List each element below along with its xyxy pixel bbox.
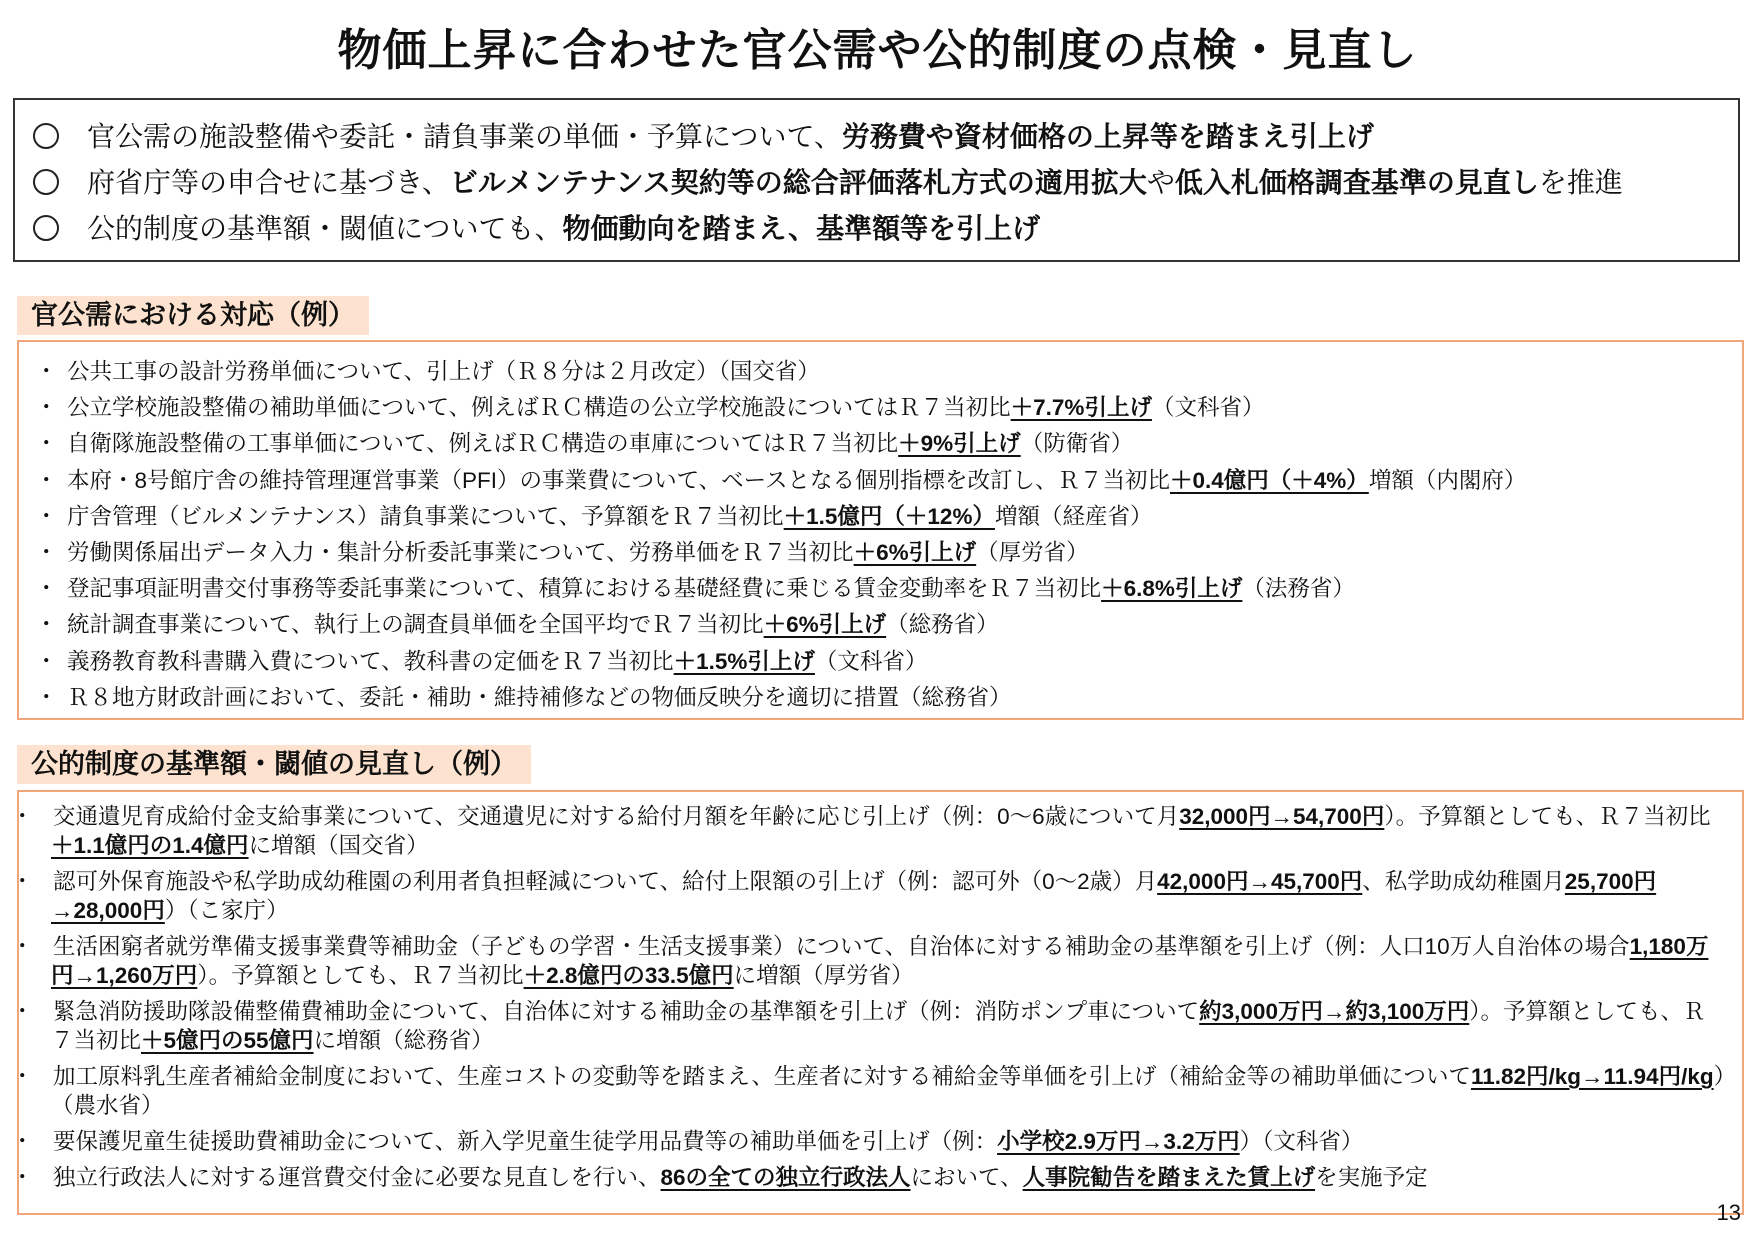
text-segment: を実施予定 — [1315, 1165, 1428, 1190]
emphasis-text: 労務費や資材価格の上昇等を踏まえ引上げ — [841, 121, 1374, 152]
text-segment: 緊急消防援助隊設備整備費補助金について、自治体に対する補助金の基準額を引上げ（例：消防ポンプ車について — [53, 999, 1200, 1024]
highlighted-figure: ＋9%引上げ — [898, 431, 1021, 457]
circle-bullet-icon — [33, 215, 59, 241]
text-segment: 庁舎管理（ビルメンテナンス）請負事業について、予算額をＲ７当初比 — [67, 503, 784, 529]
highlighted-figure: 25,700円→28,000円 — [51, 869, 1657, 923]
text-segment: 加工原料乳生産者補給金制度において、生産コストの変動等を踏まえ、生産者に対する補給金等単価を引上げ（補給金等の補助単価について — [53, 1064, 1471, 1089]
text-segment: 自衛隊施設整備の工事単価について、例えばＲＣ構造の車庫についてはＲ７当初比 — [67, 431, 899, 457]
summary-item — [33, 114, 1738, 160]
text-segment: に増額（総務省） — [313, 1028, 494, 1053]
text-segment: 増額（内閣府） — [1368, 467, 1527, 493]
bullet-icon: ・ — [35, 395, 58, 421]
bullet-icon: ・ — [35, 431, 58, 457]
list-item — [11, 802, 1728, 860]
bullet-icon: ・ — [35, 648, 58, 674]
bullet-icon: ・ — [11, 999, 34, 1024]
highlighted-figure: 11.82円/kg→11.94円/kg — [1470, 1064, 1714, 1089]
text-segment: ）。予算額としても、Ｒ７当初比 — [1384, 804, 1711, 829]
text-segment: （文科省） — [814, 648, 928, 674]
list-item — [11, 997, 1728, 1055]
text-segment: （防衛省） — [1020, 431, 1134, 457]
text-segment: に増額（国交省） — [248, 833, 429, 858]
emphasis-text: 低入札価格調査基準の見直し — [1174, 167, 1539, 198]
summary-box — [13, 98, 1740, 262]
summary-item — [33, 206, 1738, 252]
emphasis-text: 物価動向を踏まえ、基準額等を引上げ — [562, 213, 1041, 244]
text-segment: 登記事項証明書交付事務等委託事業について、積算における基礎経費に乗じる賃金変動率をＲ７当初比 — [67, 576, 1102, 602]
text-segment: 労働関係届出データ入力・集計分析委託事業について、労務単価をＲ７当初比 — [67, 540, 854, 566]
list-item — [35, 426, 1742, 462]
highlighted-figure: ＋6.8%引上げ — [1101, 576, 1243, 602]
section-heading-public-procurement: 官公需における対応（例） — [17, 296, 369, 335]
text-segment: 本府・8号館庁舎の維持管理運営事業（PFI）の事業費について、ベースとなる個別指標を改訂し、Ｒ７当初比 — [67, 467, 1170, 493]
list-item — [11, 1127, 1728, 1156]
highlighted-figure: ＋1.5億円（＋12%） — [783, 503, 995, 529]
text-segment: や — [1146, 167, 1175, 198]
public-systems-list — [11, 790, 1744, 1215]
list-item — [35, 354, 1742, 390]
list-item — [11, 1062, 1728, 1120]
text-segment: （法務省） — [1242, 576, 1355, 602]
highlighted-figure: ＋5億円の55億円 — [141, 1028, 314, 1053]
highlighted-figure: 約3,000万円→約3,100万円 — [1199, 999, 1470, 1024]
text-segment: （厚労省） — [976, 540, 1089, 566]
text-segment: 統計調査事業について、執行上の調査員単価を全国平均でＲ７当初比 — [67, 612, 764, 638]
list-item — [35, 607, 1742, 643]
text-segment: 府省庁等の申合せに基づき、 — [87, 167, 450, 198]
bullet-icon: ・ — [11, 869, 34, 894]
text-segment: 交通遺児育成給付金支給事業について、交通遺児に対する給付月額を年齢に応じ引上げ（例：0～6歳について月 — [53, 804, 1180, 829]
text-segment: に増額（厚労省） — [733, 963, 914, 988]
list-item — [35, 390, 1742, 426]
text-segment: 公共工事の設計労務単価について、引上げ（Ｒ８分は２月改定）（国交省） — [67, 359, 820, 384]
list-item — [35, 463, 1742, 499]
text-segment: 義務教育教科書購入費について、教科書の定価をＲ７当初比 — [67, 648, 674, 674]
highlighted-figure: 32,000円→54,700円 — [1179, 804, 1385, 829]
list-item — [35, 535, 1742, 571]
highlighted-figure: 42,000円→45,700円 — [1157, 869, 1363, 894]
text-segment: 公的制度の基準額・閾値についても、 — [87, 213, 563, 244]
highlighted-figure: ＋2.8億円の33.5億円 — [523, 963, 734, 988]
text-segment: において、 — [910, 1165, 1023, 1190]
highlighted-figure: ＋7.7%引上げ — [1010, 395, 1152, 421]
text-segment: 認可外保育施設や私学助成幼稚園の利用者負担軽減について、給付上限額の引上げ（例：認可外（0～2歳）月 — [53, 869, 1158, 894]
highlighted-figure: ＋0.4億円（＋4%） — [1170, 467, 1369, 493]
list-item — [35, 644, 1742, 680]
highlighted-figure: 小学校2.9万円→3.2万円 — [997, 1129, 1240, 1154]
text-segment: 公立学校施設整備の補助単価について、例えばＲＣ構造の公立学校施設についてはＲ７当初比 — [67, 395, 1011, 421]
highlighted-figure: 86の全ての独立行政法人 — [660, 1165, 911, 1190]
circle-bullet-icon — [33, 169, 59, 195]
page-number: 13 — [1716, 1200, 1741, 1225]
text-segment: ）。予算額としても、Ｒ７当初比 — [51, 999, 1706, 1053]
text-segment: ）（農水省） — [51, 1064, 1725, 1118]
text-segment: （総務省） — [886, 612, 999, 638]
list-item — [35, 680, 1742, 716]
section-heading-public-systems: 公的制度の基準額・閾値の見直し（例） — [17, 745, 531, 784]
text-segment: 生活困窮者就労準備支援事業費等補助金（子どもの学習・生活支援事業）について、自治体に対する補助金の基準額を引上げ（例：人口10万人自治体の場合 — [53, 934, 1630, 959]
bullet-icon: ・ — [35, 540, 58, 566]
list-item — [11, 932, 1728, 990]
bullet-icon: ・ — [35, 576, 58, 602]
highlighted-figure: ＋1.5%引上げ — [673, 648, 815, 674]
bullet-icon: ・ — [11, 1165, 34, 1190]
page-title: 物価上昇に合わせた官公需や公的制度の点検・見直し — [337, 26, 1418, 75]
highlighted-figure: ＋6%引上げ — [853, 540, 977, 566]
bullet-icon: ・ — [35, 684, 58, 710]
highlighted-figure: 人事院勧告を踏まえた賃上げ — [1022, 1165, 1316, 1190]
text-segment: ）。予算額としても、Ｒ７当初比 — [197, 963, 524, 988]
text-segment: 要保護児童生徒援助費補助金について、新入学児童生徒学用品費等の補助単価を引上げ（例： — [53, 1129, 998, 1154]
summary-item — [33, 160, 1738, 206]
bullet-icon: ・ — [35, 359, 58, 384]
bullet-icon: ・ — [11, 804, 34, 829]
highlighted-figure: 1,180万円→1,260万円 — [51, 934, 1709, 988]
bullet-icon: ・ — [11, 934, 34, 959]
public-procurement-list — [17, 340, 1744, 720]
text-segment: 独立行政法人に対する運営費交付金に必要な見直しを行い、 — [53, 1165, 661, 1190]
text-segment: ）（文科省） — [1239, 1129, 1364, 1154]
text-segment: ）（こ家庁） — [164, 898, 289, 923]
bullet-icon: ・ — [35, 612, 58, 638]
text-segment: 、私学助成幼稚園月 — [1362, 869, 1565, 894]
highlighted-figure: ＋1.1億円の1.4億円 — [51, 833, 249, 858]
circle-bullet-icon — [33, 123, 59, 149]
bullet-icon: ・ — [11, 1129, 34, 1154]
text-segment: 官公需の施設整備や委託・請負事業の単価・予算について、 — [87, 121, 842, 152]
highlighted-figure: ＋6%引上げ — [763, 612, 887, 638]
text-segment: を推進 — [1538, 167, 1623, 198]
emphasis-text: ビルメンテナンス契約等の総合評価落札方式の適用拡大 — [449, 167, 1147, 198]
list-item — [35, 499, 1742, 535]
bullet-icon: ・ — [35, 503, 58, 529]
text-segment: 増額（経産省） — [994, 503, 1153, 529]
text-segment: Ｒ８地方財政計画において、委託・補助・維持補修などの物価反映分を適切に措置（総務省） — [67, 684, 1012, 710]
list-item — [11, 1163, 1728, 1192]
bullet-icon: ・ — [11, 1064, 34, 1089]
list-item — [35, 571, 1742, 607]
list-item — [11, 867, 1728, 925]
bullet-icon: ・ — [35, 467, 58, 493]
text-segment: （文科省） — [1151, 395, 1265, 421]
